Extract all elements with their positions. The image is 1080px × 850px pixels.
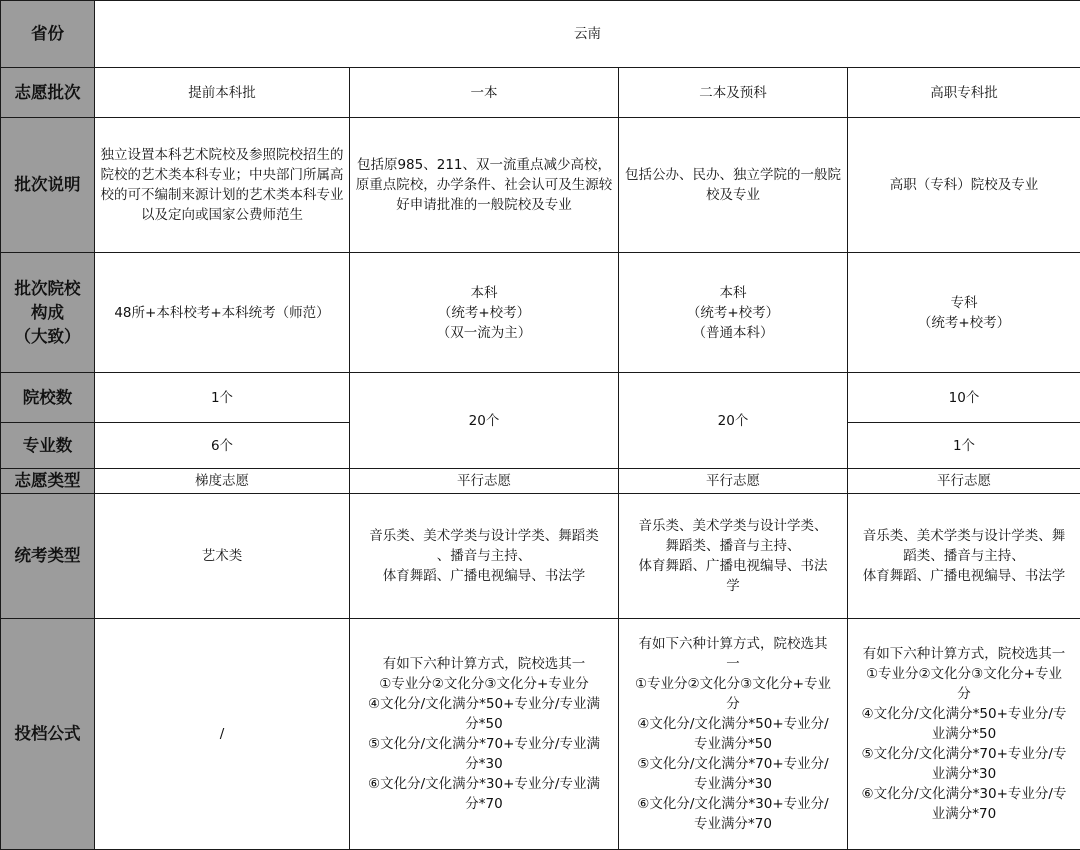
text-line: （大致） (3, 325, 92, 349)
text-line: 一 (623, 654, 843, 674)
exam-type-cell (95, 494, 350, 619)
school-count: 10个 (848, 373, 1080, 423)
text-line: 本科 (354, 283, 614, 303)
header-composition (1, 253, 95, 373)
batch-name: 一本 (350, 68, 619, 118)
text-line: / (99, 724, 345, 744)
row-formula (1, 619, 1080, 850)
volunteer-type: 梯度志愿 (95, 469, 350, 494)
header-volunteer-type: 志愿类型 (1, 469, 95, 494)
text-line: 音乐类、美术学类与设计学类、 (623, 516, 843, 536)
text-line: 音乐类、美术学类与设计学类、舞蹈类 (354, 526, 614, 546)
text-line: 分 (852, 684, 1076, 704)
formula-cell (350, 619, 619, 850)
header-province: 省份 (1, 1, 95, 68)
header-formula: 投档公式 (1, 619, 95, 850)
composition-cell (350, 253, 619, 373)
text-line: 学 (623, 576, 843, 596)
exam-type-cell (619, 494, 848, 619)
text-line: ⑥文化分/文化满分*30+专业分/专 (852, 784, 1076, 804)
text-line: 音乐类、美术学类与设计学类、舞 (852, 526, 1076, 546)
text-line: 体育舞蹈、广播电视编导、书法学 (852, 566, 1076, 586)
text-line: 分*50 (354, 714, 614, 734)
text-line: 专业满分*70 (623, 814, 843, 834)
text-line: 业满分*30 (852, 764, 1076, 784)
text-line: （统考+校考） (354, 303, 614, 323)
composition-cell (848, 253, 1080, 373)
text-line: 48所+本科校考+本科统考（师范） (99, 303, 345, 323)
text-line: 业满分*70 (852, 804, 1076, 824)
text-line: （统考+校考） (623, 303, 843, 323)
text-line: 体育舞蹈、广播电视编导、书法学 (354, 566, 614, 586)
batch-name: 二本及预科 (619, 68, 848, 118)
text-line: 有如下六种计算方式，院校选其一 (852, 644, 1076, 664)
formula-cell (848, 619, 1080, 850)
text-line: 有如下六种计算方式，院校选其 (623, 634, 843, 654)
text-line: 批次院校 (3, 277, 92, 301)
header-exam-type: 统考类型 (1, 494, 95, 619)
row-exam-type (1, 494, 1080, 619)
formula-cell (619, 619, 848, 850)
text-line: ⑥文化分/文化满分*30+专业分/专业满 (354, 774, 614, 794)
batch-desc: 独立设置本科艺术院校及参照院校招生的院校的艺术类本科专业；中央部门所属高校的可不编制来源计划的艺术类本科专业以及定向或国家公费师范生 (95, 118, 350, 253)
row-province (1, 1, 1080, 68)
row-school-count (1, 373, 1080, 423)
text-line: ①专业分②文化分③文化分+专业 (852, 664, 1076, 684)
text-line: 、播音与主持、 (354, 546, 614, 566)
text-line: ⑥文化分/文化满分*30+专业分/ (623, 794, 843, 814)
text-line: （双一流为主） (354, 323, 614, 343)
text-line: ①专业分②文化分③文化分+专业 (623, 674, 843, 694)
text-line: 专业满分*30 (623, 774, 843, 794)
batch-name: 高职专科批 (848, 68, 1080, 118)
composition-cell (619, 253, 848, 373)
major-count: 1个 (848, 423, 1080, 469)
merged-count: 20个 (350, 373, 619, 469)
header-school-count: 院校数 (1, 373, 95, 423)
header-batch: 志愿批次 (1, 68, 95, 118)
text-line: 舞蹈类、播音与主持、 (623, 536, 843, 556)
header-major-count: 专业数 (1, 423, 95, 469)
exam-type-cell (848, 494, 1080, 619)
text-line: 构成 (3, 301, 92, 325)
text-line: 专业满分*50 (623, 734, 843, 754)
text-line: （普通本科） (623, 323, 843, 343)
text-line: 专科 (852, 293, 1076, 313)
exam-type-cell (350, 494, 619, 619)
text-line: 分*30 (354, 754, 614, 774)
formula-cell (95, 619, 350, 850)
composition-cell (95, 253, 350, 373)
row-composition (1, 253, 1080, 373)
major-count: 6个 (95, 423, 350, 469)
text-line: 体育舞蹈、广播电视编导、书法 (623, 556, 843, 576)
text-line: ⑤文化分/文化满分*70+专业分/专 (852, 744, 1076, 764)
batch-desc: 包括公办、民办、独立学院的一般院校及专业 (619, 118, 848, 253)
text-line: 业满分*50 (852, 724, 1076, 744)
text-line: 艺术类 (99, 546, 345, 566)
text-line: 本科 (623, 283, 843, 303)
header-batch-desc: 批次说明 (1, 118, 95, 253)
school-count: 1个 (95, 373, 350, 423)
text-line: ⑤文化分/文化满分*70+专业分/专业满 (354, 734, 614, 754)
text-line: 有如下六种计算方式，院校选其一 (354, 654, 614, 674)
text-line: ④文化分/文化满分*50+专业分/专 (852, 704, 1076, 724)
volunteer-type: 平行志愿 (619, 469, 848, 494)
text-line: ④文化分/文化满分*50+专业分/ (623, 714, 843, 734)
text-line: 分 (623, 694, 843, 714)
province-value: 云南 (95, 1, 1080, 68)
row-batch-desc (1, 118, 1080, 253)
batch-name: 提前本科批 (95, 68, 350, 118)
batch-desc: 高职（专科）院校及专业 (848, 118, 1080, 253)
row-batch (1, 68, 1080, 118)
volunteer-type: 平行志愿 (350, 469, 619, 494)
text-line: 蹈类、播音与主持、 (852, 546, 1076, 566)
text-line: ⑤文化分/文化满分*70+专业分/ (623, 754, 843, 774)
row-volunteer-type (1, 469, 1080, 494)
batch-desc: 包括原985、211、双一流重点减少高校，原重点院校，办学条件、社会认可及生源较好申请批准的一般院校及专业 (350, 118, 619, 253)
text-line: ④文化分/文化满分*50+专业分/专业满 (354, 694, 614, 714)
text-line: （统考+校考） (852, 313, 1076, 333)
text-line: ①专业分②文化分③文化分+专业分 (354, 674, 614, 694)
merged-count: 20个 (619, 373, 848, 469)
text-line: 分*70 (354, 794, 614, 814)
volunteer-type: 平行志愿 (848, 469, 1080, 494)
